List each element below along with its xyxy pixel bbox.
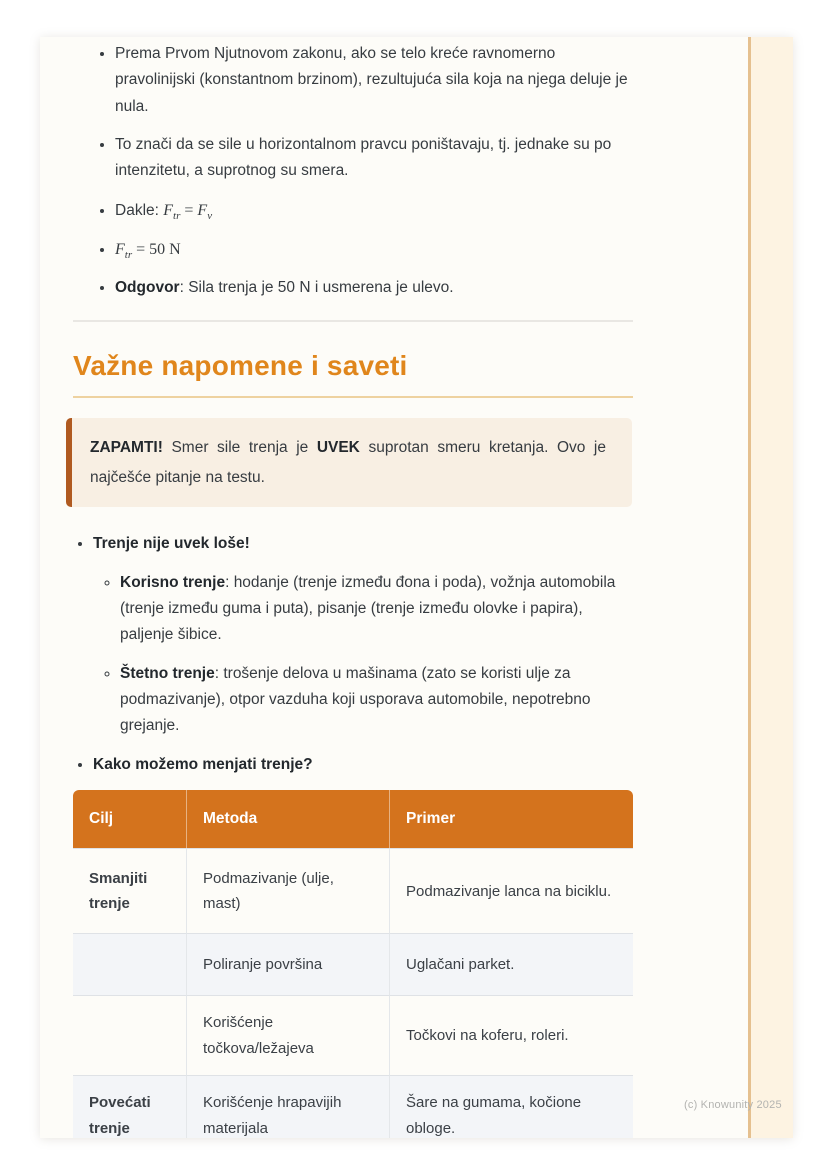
table-cell-method: Poliranje površina	[186, 933, 389, 995]
callout-bold: ZAPAMTI!	[90, 438, 163, 456]
notes-sublist	[93, 570, 633, 740]
watermark: (c) Knowunity 2025	[684, 1099, 782, 1111]
list-item	[120, 570, 633, 649]
intro-list	[73, 41, 633, 302]
bold-text: Štetno trenje	[120, 664, 215, 682]
table-cell-method: Podmazivanje (ulje, mast)	[186, 848, 389, 933]
document-page	[40, 37, 793, 1138]
list-item	[93, 531, 633, 739]
table-cell-goal	[73, 995, 186, 1075]
math-symbol: F	[115, 241, 125, 259]
callout-text: suprotan smeru kretanja. Ovo je najčešće pitanje na testu.	[90, 438, 606, 486]
math-equals: =	[180, 201, 198, 219]
list-item	[93, 752, 633, 778]
bold-text: Trenje nije uvek loše!	[93, 535, 250, 553]
table-row	[73, 848, 633, 933]
section-heading: Važne napomene i saveti	[73, 349, 408, 381]
table-cell-goal: Povećati trenje	[73, 1075, 186, 1138]
table-header-cell: Primer	[389, 790, 633, 848]
table-row	[73, 1075, 633, 1138]
math-subscript: tr	[173, 209, 181, 222]
table-cell-example: Šare na gumama, kočione obloge.	[389, 1075, 633, 1138]
callout-text: Smer sile trenja je	[162, 438, 317, 456]
math-symbol: F	[197, 201, 208, 219]
table-row	[73, 995, 633, 1075]
list-item	[115, 275, 633, 301]
bold-text: Korisno trenje	[120, 573, 226, 591]
table-row	[73, 933, 633, 995]
table-header-cell: Cilj	[73, 790, 186, 848]
table-cell-method: Korišćenje hrapavijih materijala	[186, 1075, 389, 1138]
math-formula	[163, 201, 213, 222]
text: : trošenje delova u mašinama (zato se koristi ulje za podmazivanje), otpor vazduha koji usporava automobile, nepotrebno grejanje.	[120, 664, 591, 735]
list-item-formula	[115, 197, 633, 224]
table-cell-goal	[73, 933, 186, 995]
callout-bold: UVEK	[316, 438, 360, 456]
formula-label: Dakle:	[115, 201, 164, 219]
math-value: = 50 N	[132, 241, 181, 259]
table-cell-goal: Smanjiti trenje	[73, 848, 186, 933]
bold-text: Odgovor	[115, 279, 180, 297]
callout-note	[66, 418, 632, 508]
friction-table	[73, 790, 633, 1138]
list-item: • To znači da se sile u horizontalnom pravcu poništavaju, tj. jednake su po intenzitetu, a suprotnog su smera.	[115, 132, 633, 185]
table-cell-example: Točkovi na koferu, roleri.	[389, 995, 633, 1075]
table-header	[73, 790, 633, 848]
table-cell-example: Uglačani parket.	[389, 933, 633, 995]
bold-text: Kako možemo menjati trenje?	[93, 755, 313, 773]
list-item-formula	[115, 236, 633, 263]
page-edge-stripe	[748, 37, 793, 1138]
table-cell-example: Podmazivanje lanca na biciklu.	[389, 848, 633, 933]
table-header-row	[73, 790, 633, 848]
list-item	[120, 661, 633, 740]
math-symbol: F	[163, 201, 174, 219]
text: : hodanje (trenje između đona i poda), vožnja automobila (trenje između guma i puta), pisanje (trenje između olovke i papira), paljenje šibice.	[120, 573, 616, 644]
math-subscript: tr	[124, 249, 133, 262]
section-divider	[73, 320, 633, 322]
notes-list	[73, 531, 633, 778]
table-cell-method: Korišćenje točkova/ležajeva	[186, 995, 389, 1075]
page-content	[73, 37, 633, 1138]
table-header-cell: Metoda	[186, 790, 389, 848]
heading-underline	[73, 396, 633, 398]
math-subscript: v	[207, 209, 213, 222]
list-item: • Prema Prvom Njutnovom zakonu, ako se telo kreće ravnomerno pravolinijski (konstantnom brzinom), rezultujuća sila koja na njega deluje je nula.	[115, 41, 633, 120]
text: : Sila trenja je 50 N i usmerena je ulevo.	[179, 279, 454, 297]
math-formula	[115, 241, 181, 262]
